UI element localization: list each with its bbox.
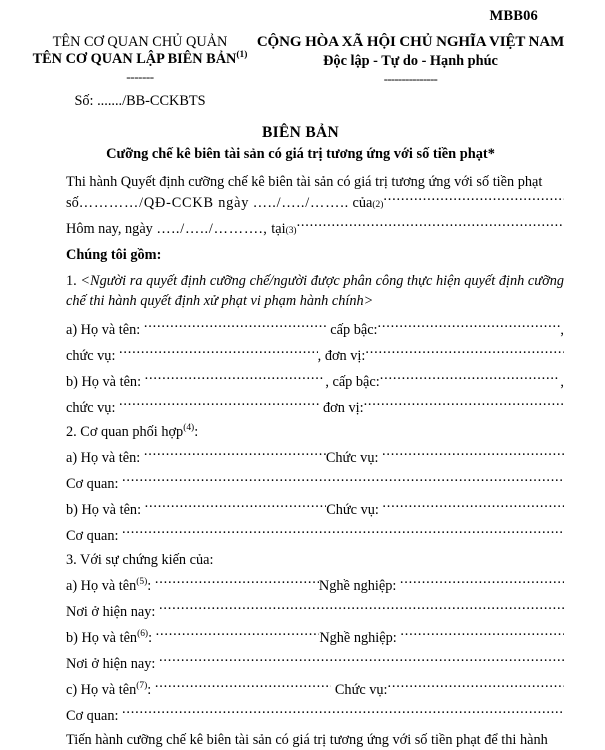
document-title-block [20, 124, 581, 164]
section-2-person-a-name-label: a) Họ và tên: [66, 449, 140, 468]
section-3-heading: 3. Với sự chứng kiến của: [66, 551, 564, 570]
section-1-description-text: <Người ra quyết định cưỡng chế/người được phân công thực hiện quyết định cưỡng chế thi hành quyết định xử phạt vi phạm hành chính> [66, 273, 564, 309]
today-label: Hôm nay, ngày [66, 220, 153, 239]
header-right-column [248, 34, 581, 87]
header-right-rule: --------------- [248, 73, 573, 86]
section-2-person-b-agency-blank[interactable] [122, 525, 564, 540]
section-1-person-a-name-row [66, 319, 564, 340]
section-3-witness-a-name-label [66, 577, 151, 596]
section-3-witness-b-colon: : [148, 630, 152, 646]
header-left-column [20, 34, 248, 110]
section-3-witness-a-footnote-marker: (5) [136, 577, 147, 587]
section-2-person-b-agency-label: Cơ quan: [66, 527, 118, 546]
section-2-person-a-position-label: Chức vụ: [326, 449, 379, 468]
section-1-person-b-rank-comma: , [560, 373, 564, 392]
we-include-heading: Chúng tôi gồm: [66, 246, 564, 265]
section-1-person-a-name-label: a) Họ và tên: [66, 321, 140, 340]
section-1-person-a-position-row [66, 345, 564, 366]
section-2-person-b-name-label: b) Họ và tên: [66, 501, 141, 520]
section-3-witness-b-address-blank[interactable] [159, 653, 564, 668]
section-2-person-b-name-blank[interactable] [145, 499, 327, 514]
section-3-witness-a-job-label: Nghề nghiệp: [319, 577, 396, 596]
section-3-witness-c-agency-row [66, 705, 564, 726]
section-3-witness-a-name-blank[interactable] [155, 575, 319, 590]
section-1-person-a-unit-label: đơn vị: [325, 347, 366, 366]
intro-today-line: Hôm nay, ngày …../…../………., tại (3) ..... [66, 218, 564, 239]
section-2-footnote-marker: (4) [183, 423, 194, 433]
section-1-person-b-unit-blank[interactable] [364, 397, 564, 412]
section-1-description [66, 272, 564, 311]
intro-decision-number: …………/QĐ-CCKB ngày [79, 194, 249, 213]
section-1-person-b-name-row [66, 371, 564, 392]
section-3-witness-a-colon: : [147, 578, 151, 594]
section-3-witness-c-name-blank[interactable] [155, 679, 331, 694]
agency-own-text: TÊN CƠ QUAN LẬP BIÊN BẢN [33, 51, 237, 67]
agency-own-footnote-marker: (1) [236, 50, 247, 60]
section-1-person-a-name-row-comma: , [560, 321, 564, 340]
section-1-person-b-position-label: chức vụ: [66, 399, 115, 418]
document-title: BIÊN BẢN [20, 124, 581, 143]
intro-line-1: Thi hành Quyết định cưỡng chế kê biên tài sản có giá trị tương ứng với số tiền phạt [66, 173, 564, 193]
section-3-witness-a-address-row [66, 601, 564, 622]
section-2-person-b-row [66, 499, 564, 520]
section-1-person-b-rank-blank[interactable] [380, 371, 561, 386]
section-3-witness-c-position-label: Chức vụ: [335, 681, 388, 700]
intro-so-label: số [66, 194, 79, 213]
intro-decision-date: …../…../…….. [253, 194, 349, 213]
closing-paragraph: Tiến hành cưỡng chế kê biên tài sản có giá trị tương ứng với số tiền phạt để thi hành [66, 731, 564, 750]
today-location-blank[interactable] [297, 218, 564, 233]
today-location-label: tại [271, 220, 285, 239]
section-3-witness-b-name-label [66, 629, 152, 648]
section-1-person-a-position-label: chức vụ: [66, 347, 115, 366]
section-1-person-b-rank-label: cấp bậc: [332, 373, 379, 392]
national-motto: Độc lập - Tự do - Hạnh phúc [248, 53, 573, 70]
document-body [20, 173, 581, 750]
section-1-person-b-unit-label: đơn vị: [323, 399, 364, 418]
section-2-person-b-position-label: Chức vụ: [326, 501, 379, 520]
section-3-witness-c-name-text: c) Họ và tên [66, 682, 136, 698]
section-3-witness-b-job-label: Nghề nghiệp: [319, 629, 396, 648]
document-number: Số: ......./BB-CCKBTS [32, 93, 248, 110]
document-subtitle: Cưỡng chế kê biên tài sản có giá trị tương ứng với số tiền phạt* [20, 146, 581, 163]
section-2-person-a-agency-row [66, 473, 564, 494]
section-1-person-a-name-blank[interactable] [144, 319, 327, 334]
section-1-person-a-unit-blank[interactable] [365, 345, 564, 360]
section-1-person-b-position-blank[interactable] [119, 397, 319, 412]
intro-cua-label: của [353, 194, 373, 213]
section-2-person-a-name-blank[interactable] [144, 447, 326, 462]
section-2-person-a-row [66, 447, 564, 468]
section-3-witness-a-address-label: Nơi ở hiện nay: [66, 603, 155, 622]
section-2-person-a-agency-blank[interactable] [122, 473, 564, 488]
section-2-person-b-position-blank[interactable] [382, 499, 564, 514]
section-1-person-a-position-comma: , [318, 347, 322, 366]
section-3-witness-c-row [66, 679, 564, 700]
section-2-heading-text: 2. Cơ quan phối hợp [66, 424, 183, 440]
section-3-witness-a-job-blank[interactable] [400, 575, 564, 590]
section-3-witness-a-name-text: a) Họ và tên [66, 578, 136, 594]
section-2-person-a-agency-label: Cơ quan: [66, 475, 118, 494]
section-1-person-a-rank-blank[interactable] [378, 319, 561, 334]
section-3-witness-b-job-blank[interactable] [400, 627, 564, 642]
section-3-witness-b-name-blank[interactable] [156, 627, 320, 642]
section-3-witness-b-address-label: Nơi ở hiện nay: [66, 655, 155, 674]
section-3-witness-c-position-blank[interactable] [388, 679, 564, 694]
section-3-witness-c-agency-blank[interactable] [122, 705, 564, 720]
intro-issuer-blank[interactable] [383, 192, 564, 207]
section-3-witness-a-row [66, 575, 564, 596]
section-2-person-b-agency-row [66, 525, 564, 546]
section-3-witness-b-name-text: b) Họ và tên [66, 630, 137, 646]
intro-line-2: số …………/QĐ-CCKB ngày …../…../…….. của (2) ..... [66, 192, 564, 213]
section-3-witness-b-address-row [66, 653, 564, 674]
section-3-witness-b-footnote-marker: (6) [137, 629, 148, 639]
agency-own-name [32, 51, 248, 68]
section-3-witness-c-footnote-marker: (7) [136, 681, 147, 691]
section-1-person-b-name-comma: , [325, 373, 329, 392]
section-2-heading [66, 423, 564, 442]
section-2-heading-colon: : [194, 424, 198, 440]
section-1-person-b-name-label: b) Họ và tên: [66, 373, 141, 392]
document-header [20, 34, 581, 110]
section-2-person-a-position-blank[interactable] [382, 447, 564, 462]
section-3-witness-a-address-blank[interactable] [159, 601, 564, 616]
section-3-witness-c-colon: : [147, 682, 151, 698]
section-3-witness-c-name-label [66, 681, 151, 700]
section-1-person-a-position-blank[interactable] [119, 345, 318, 360]
today-date-blank[interactable]: …../…../………., [156, 220, 267, 239]
header-left-rule: ------- [32, 70, 248, 84]
section-1-person-b-name-blank[interactable] [145, 371, 326, 386]
section-3-witness-c-agency-label: Cơ quan: [66, 707, 118, 726]
section-1-person-a-rank-label: cấp bậc: [330, 321, 377, 340]
national-title: CỘNG HÒA XÃ HỘI CHỦ NGHĨA VIỆT NAM [248, 34, 573, 51]
section-1-person-b-position-row [66, 397, 564, 418]
agency-parent-name: TÊN CƠ QUAN CHỦ QUẢN [32, 34, 248, 51]
form-code: MBB06 [20, 0, 581, 25]
section-3-witness-b-row [66, 627, 564, 648]
section-1-number: 1. [66, 273, 77, 289]
